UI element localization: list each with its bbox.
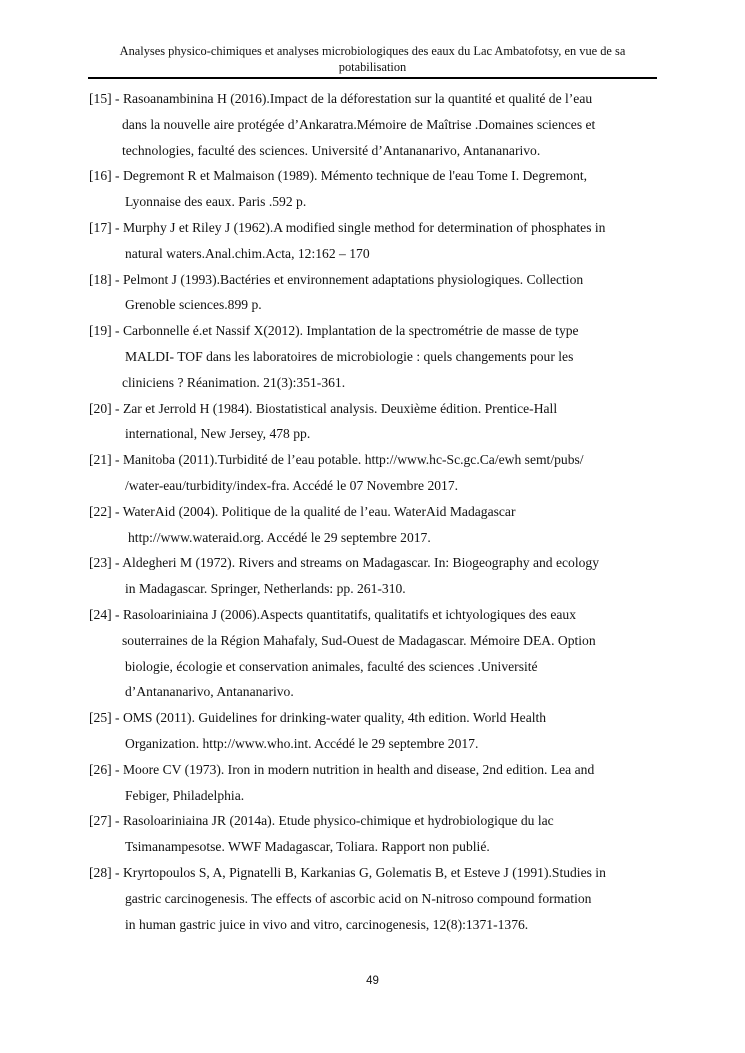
- reference-line: souterraines de la Région Mahafaly, Sud-Ouest de Madagascar. Mémoire DEA. Option: [122, 632, 596, 648]
- reference-line: [27] - Rasoloariniaina JR (2014a). Etude physico-chimique et hydrobiologique du lac: [89, 813, 554, 829]
- reference-line: technologies, faculté des sciences. Université d’Antananarivo, Antananarivo.: [122, 142, 541, 158]
- reference-line: [21] - Manitoba (2011).Turbidité de l’eau potable. http://www.hc-Sc.gc.Ca/ewh semt/pubs/: [89, 452, 584, 468]
- reference-item-28: [89, 860, 659, 937]
- reference-line: Lyonnaise des eaux. Paris .592 p.: [125, 194, 307, 210]
- reference-list: [89, 86, 659, 937]
- reference-line: [28] - Kryrtopoulos S, A, Pignatelli B, Karkanias G, Golematis B, et Esteve J (1991).Studies in: [89, 864, 606, 880]
- reference-line: Tsimanampesotse. WWF Madagascar, Toliara. Rapport non publié.: [125, 839, 490, 855]
- reference-line: dans la nouvelle aire protégée d’Ankaratra.Mémoire de Maîtrise .Domaines sciences et: [122, 116, 596, 132]
- reference-line: natural waters.Anal.chim.Acta, 12:162 – 170: [125, 245, 370, 261]
- reference-line: http://www.wateraid.org. Accédé le 29 septembre 2017.: [128, 529, 431, 545]
- reference-item-16: [89, 163, 659, 215]
- reference-line: international, New Jersey, 478 pp.: [125, 426, 311, 442]
- reference-line: [22] - WaterAid (2004). Politique de la qualité de l’eau. WaterAid Madagascar: [89, 503, 516, 519]
- reference-line: [20] - Zar et Jerrold H (1984). Biostatistical analysis. Deuxième édition. Prentice-Hall: [89, 400, 558, 416]
- reference-line: in human gastric juice in vivo and vitro, carcinogenesis, 12(8):1371-1376.: [125, 916, 529, 932]
- reference-line: Organization. http://www.who.int. Accédé le 29 septembre 2017.: [125, 735, 479, 751]
- reference-line: d’Antananarivo, Antananarivo.: [125, 684, 294, 700]
- reference-line: MALDI- TOF dans les laboratoires de microbiologie : quels changements pour les: [125, 348, 574, 364]
- reference-item-23: [89, 550, 659, 602]
- reference-line: in Madagascar. Springer, Netherlands: pp. 261-310.: [125, 581, 406, 597]
- header-divider: [88, 77, 657, 79]
- reference-line: [23] - Aldegheri M (1972). Rivers and streams on Madagascar. In: Biogeography and ecology: [89, 555, 600, 571]
- reference-item-21: [89, 447, 659, 499]
- reference-line: cliniciens ? Réanimation. 21(3):351-361.: [122, 374, 346, 390]
- reference-item-15: [89, 86, 659, 163]
- reference-line: [25] - OMS (2011). Guidelines for drinking-water quality, 4th edition. World Health: [89, 710, 547, 726]
- reference-item-19: [89, 318, 659, 395]
- reference-item-17: [89, 215, 659, 267]
- reference-line: [17] - Murphy J et Riley J (1962).A modified single method for determination of phosphates in: [89, 219, 606, 235]
- running-header: Analyses physico-chimiques et analyses microbiologiques des eaux du Lac Ambatofotsy, en vue de sa potabilisation: [119, 44, 626, 74]
- reference-line: /water-eau/turbidity/index-fra. Accédé le 07 Novembre 2017.: [125, 477, 459, 493]
- reference-item-25: [89, 705, 659, 757]
- reference-line: [26] - Moore CV (1973). Iron in modern nutrition in health and disease, 2nd edition. Lea and: [89, 761, 595, 777]
- reference-item-20: [89, 396, 659, 448]
- reference-line: Febiger, Philadelphia.: [125, 787, 245, 803]
- reference-item-26: [89, 757, 659, 809]
- reference-line: [19] - Carbonnelle é.et Nassif X(2012). Implantation de la spectrométrie de masse de type: [89, 323, 579, 339]
- reference-line: [18] - Pelmont J (1993).Bactéries et environnement adaptations physiologiques. Collection: [89, 271, 584, 287]
- reference-line: [15] - Rasoanambinina H (2016).Impact de la déforestation sur la quantité et qualité de l’eau: [89, 91, 593, 106]
- reference-line: biologie, écologie et conservation animales, faculté des sciences .Université: [125, 658, 538, 674]
- reference-item-27: [89, 808, 659, 860]
- reference-line: [24] - Rasoloariniaina J (2006).Aspects quantitatifs, qualitatifs et ichtyologiques des eaux: [89, 606, 576, 622]
- reference-line: gastric carcinogenesis. The effects of ascorbic acid on N-nitroso compound formation: [125, 890, 592, 906]
- reference-item-18: [89, 267, 659, 319]
- reference-item-24: [89, 602, 659, 705]
- reference-line: [16] - Degremont R et Malmaison (1989). Mémento technique de l'eau Tome I. Degremont,: [89, 168, 588, 184]
- page-number: 49: [366, 975, 379, 987]
- reference-line: Grenoble sciences.899 p.: [125, 297, 262, 313]
- reference-item-22: [89, 499, 659, 551]
